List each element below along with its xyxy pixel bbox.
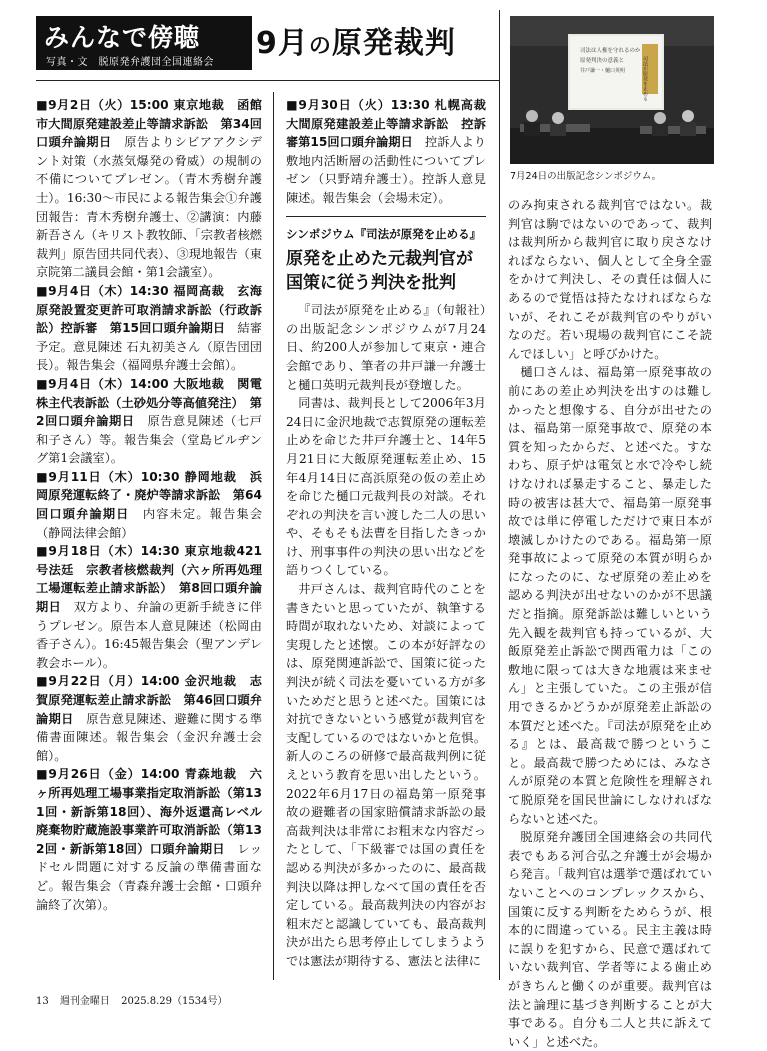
article-paragraph: 樋口さんは、福島第一原発事故の前にあの差止め判決を出すのは難しかったと想像する、自分が出せたのは、福島第一原発事故で、原発の本質を知ったからだ、と述べた。すなわち、原子炉は電気と水で冷やし続けなければ暴走すること、暴走した時の被害は甚大で、福島第一原発事故では単に停電しただけで東日本が壊滅しかけたのである。福島第一原発事故によって原発の本質が明らかになったのに、なぜ原発の差止めを認める判決が出せないのかが不思議だと指摘。原発訴訟は難しいという先入観を裁判官も持っているが、大飯原発差止訴訟で関西電力は「この敷地に限っては大きな地震は来ません」と主張していた。この主張が信用できるかどうかが原発差止訴訟の本質だと述べた。『司法が原発を止める』とは、最高裁で勝つということ。最高裁で勝つためには、みなさんが原発の本質と危険性を理解されて脱原発を国民世論にしなければならないと述べた。 [508, 365, 712, 826]
column-brand-box [36, 16, 252, 70]
screen-text-2: 原発判決の意義と [580, 58, 625, 64]
column-name: みんなで傍聴 [44, 23, 201, 52]
schedule-list-2 [286, 96, 486, 208]
section-rule [286, 216, 486, 217]
schedule-item-body: 控訴人より敷地内活断層の活動性についてプレゼン（只野靖弁護士）。控訴人意見陳述。報告集会（会場未定）。 [286, 135, 486, 205]
title-particle: の [308, 34, 332, 59]
schedule-item-body: 原告よりシビアアクシデント対策（水蒸気爆発の脅威）の規制の不備についてプレゼン。（青木秀樹弁護士）。16:30〜市民による報告集会①弁護団報告：青木秀樹弁護士、②講演：内藤新吾さん（キリスト教牧師、「宗教者核燃裁判」原告団共同代表）、③現地報告（東京院第二議員会館・第1会議室）。 [36, 135, 262, 280]
symposium-photo [510, 16, 714, 164]
schedule-item-body: 原告意見陳述、避難に関する準備書面陳述。報告集会（金沢弁護士会館）。 [36, 711, 263, 763]
page-footer [36, 992, 235, 1007]
schedule-item [36, 542, 262, 672]
article-body-1 [286, 301, 486, 970]
article-paragraph: 『司法が原発を止める』（旬報社）の出版記念シンポジウムが7月24日、約200人が参加して東京・連合会館であり、筆者の井戸謙一弁護士と樋口英明元裁判長が登壇した。 [286, 303, 486, 392]
schedule-item-heading: ■9月22日（月）14:00 金沢地裁 志賀原発運転差止請求訴訟 第46回口頭弁論期日 [36, 674, 262, 726]
magazine-name: 週刊金曜日 [59, 996, 110, 1007]
schedule-item [36, 282, 262, 375]
page-title [256, 18, 456, 62]
schedule-item [36, 468, 262, 542]
article-paragraph: 脱原発弁護団全国連絡会の共同代表でもある河合弘之弁護士が会場から発言。「裁判官は選挙で選ばれていないことへのコンプレックスから、国策に反する判断をためらうが、根本的に間違っている。民主主義は時に誤りを犯すから、民意で選ばれていない裁判官、学者等による歯止めがきちんと働くのが重要。裁判官は法と論理に基づき判断することが大事である。自分も二人と共に訴えていく」と述べた。 [508, 830, 712, 1049]
schedule-item-heading: ■9月18日（木）14:30 東京地裁421号法廷 宗教者核燃裁判（六ヶ所再処理工場運転差止請求訴訟） 第8回口頭弁論期日 [36, 544, 262, 615]
banner-text: 司法が原発を止める [642, 56, 648, 101]
schedule-item-heading: ■9月30日（火）13:30 札幌高裁 大間原発建設差止等請求訴訟 控訴審第15回口頭弁論期日 [286, 98, 486, 150]
screen-text-1: 司法は人権を守れるのか [580, 48, 641, 54]
schedule-item-heading: ■9月11日（木）10:30 静岡地裁 浜岡原発運転終了・廃炉等請求訴訟 第64回口頭弁論期日 [36, 469, 262, 522]
symposium-headline: 原発を止めた元裁判官が国策に従う判決を批判 [286, 249, 473, 294]
photo-caption: 7月24日の出版記念シンポジウム。 [510, 171, 662, 182]
screen-text-3: 井戸謙一・樋口英明 [580, 68, 626, 74]
header-rule [36, 80, 500, 81]
schedule-item-heading: ■9月26日（金）14:00 青森地裁 六ヶ所再処理工場事業指定取消訴訟（第131回・新訴第18回）、海外返還高レベル廃棄物貯蔵施設事業許可取消訴訟（第132回・新訴第18回）口頭弁論期日 [36, 767, 262, 856]
symposium-label: シンポジウム『司法が原発を止める』 [286, 226, 482, 241]
schedule-item-heading: ■9月4日（木）14:00 大阪地裁 関電株主代表訴訟（土砂処分等高値発注） 第2回口頭弁論期日 [36, 376, 262, 429]
issue-info: 2025.8.29（1534号） [121, 996, 228, 1007]
column-credit: 写真・文 脱原発弁護団全国連絡会 [46, 57, 214, 68]
schedule-item [36, 96, 262, 282]
article-paragraph-continued: のみ拘束される裁判官ではない。裁判官は駒ではないのであって、裁判は裁判所から裁判官に取り戻さなければならない、個人として全身全霊をかけて判決し、その責任は個人にあるので覚悟は持たなければならないが、それこそが裁判官のやりがいなのだ。若い現場の裁判官にこそ読んでほしい」と呼びかけた。 [508, 198, 712, 361]
page-number: 13 [36, 996, 49, 1007]
schedule-item [36, 765, 262, 914]
schedule-item-body: 双方より、弁論の更新手続きに伴うプレゼン。原告本人意見陳述（松岡由香子さん）。16:45報告集会（聖アンデレ教会ホール）。 [36, 600, 263, 670]
column-divider-2 [499, 10, 500, 980]
schedule-column-2 [286, 96, 486, 971]
schedule-item [36, 375, 262, 468]
schedule-item-body: レッドセル問題に対する反論の準備書面など。報告集会（青森弁護士会館・口頭弁論終了次第）。 [36, 841, 262, 912]
schedule-item-heading: ■9月4日（木）14:30 福岡高裁 玄海原発設置変更許可取消請求訴訟（行政訴訟）控訴審 第15回口頭弁論期日 [36, 283, 262, 336]
schedule-item-heading: ■9月2日（火）15:00 東京地裁 函館市大間原発建設差止等請求訴訟 第34回口頭弁論期日 [36, 98, 262, 150]
article-column-3 [508, 196, 712, 1051]
schedule-item-body: 結審予定。意見陳述 石丸初美さん（原告団団長）。報告集会（福岡県弁護士会館）。 [36, 321, 262, 373]
title-month: 9月 [256, 26, 309, 61]
article-paragraph: 同書は、裁判長として2006年3月24日に金沢地裁で志賀原発の運転差止めを命じた井戸弁護士と、14年5月21日に大飯原発運転差止め、15年4月14日に高浜原発の仮の差止めを命じた樋口元裁判長の対談。それぞれの判決を言い渡した二人の思いや、そもそも法曹を目指したきっかけ、刑事事件の判決の思い出などを語りつくしている。 [286, 396, 486, 578]
title-main: 原発裁判 [331, 26, 456, 61]
schedule-item [36, 672, 262, 765]
schedule-column-1 [36, 96, 262, 914]
article-paragraph: 井戸さんは、裁判官時代のことを書きたいと思っていたが、執筆する時間が取れないため、対談によって実現したと述懐。この本が好評なのは、原発関連訴訟で、国策に従った判決が続く司法を憂いている方が多いためだと思うと述べた。国策には対抗できないという感覚が裁判官を支配しているのではないかと危惧。新人のころの研修で最高裁判例に従えという教育を思い出したという。2022年6月17日の福島第一原発事故の避難者の国家賠償請求訴訟の最高裁判決は非常にお粗末な内容だったとして、「下級審では国の責任を認める判決が多かったのに、最高裁判決以降は押しなべて国の責任を否定している。最高裁判決の内容がお粗末だと認識していても、最高裁判決が出たら思考停止してしまうようでは憲法が期待する、憲法と法律に [286, 582, 486, 968]
schedule-item-body: 内容未定。報告集会（静岡法律会館） [36, 507, 263, 540]
column-divider-1 [273, 92, 274, 980]
schedule-item-body: 原告意見陳述（七戸和子さん）等。報告集会（堂島ビルヂング第1会議室）。 [36, 414, 262, 466]
schedule-item [286, 96, 486, 208]
